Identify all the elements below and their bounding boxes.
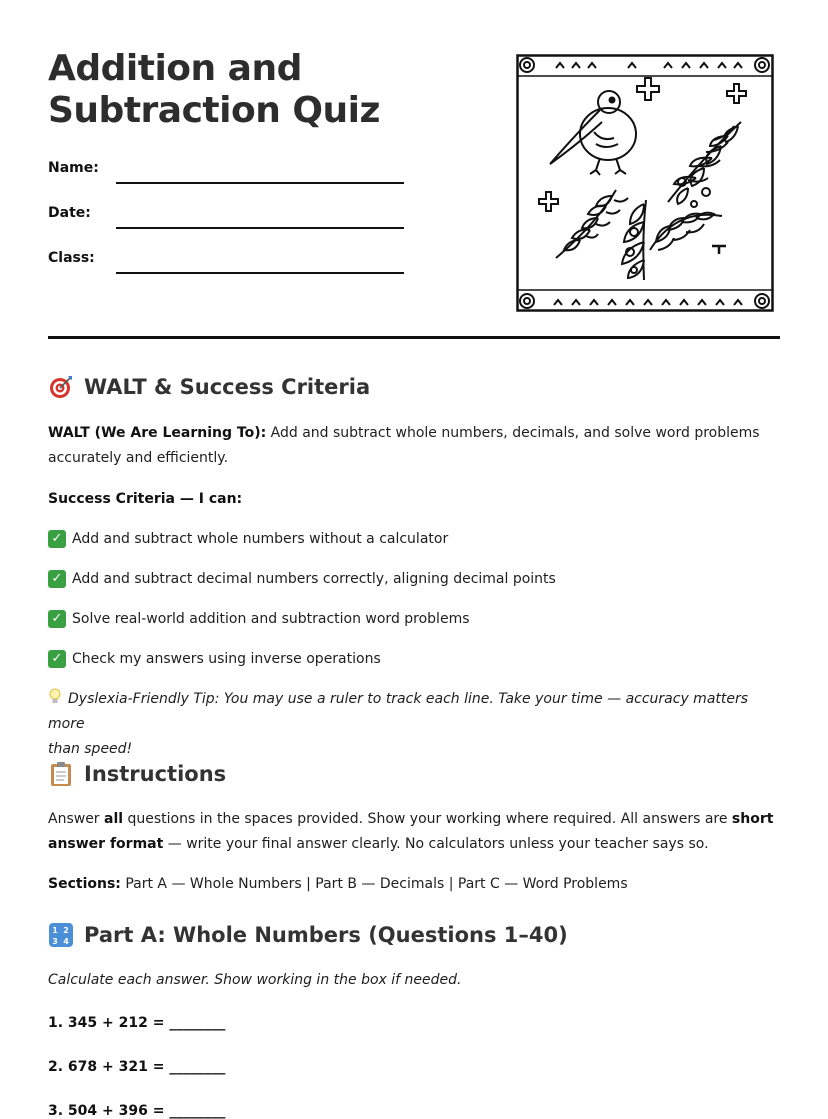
name-field[interactable] bbox=[48, 160, 408, 184]
instructions-text: — write your final answer clearly. No calculators unless your teacher says so. bbox=[163, 836, 709, 852]
walt-text-1: Add and subtract whole numbers, decimals, and solve word problems bbox=[266, 425, 760, 441]
target-dart-icon bbox=[48, 374, 74, 400]
tip-line-1: Dyslexia-Friendly Tip: You may use a ruler to track each line. Take your time — accuracy matters more bbox=[48, 691, 749, 732]
part-a-heading-text: Part A: Whole Numbers (Questions 1–40) bbox=[84, 923, 568, 947]
sections-line bbox=[48, 872, 778, 897]
criteria-heading bbox=[48, 487, 778, 512]
kiwi-bird-fern-emblem-icon bbox=[516, 54, 774, 312]
svg-text:3: 3 bbox=[52, 937, 58, 946]
class-field[interactable] bbox=[48, 250, 408, 274]
instructions-emphasis: short bbox=[731, 811, 774, 827]
sections-text: Part A — Whole Numbers | Part B — Decimals | Part C — Word Problems bbox=[120, 876, 628, 892]
date-label: Date: bbox=[48, 205, 91, 221]
instructions-emphasis: all bbox=[104, 811, 124, 827]
tip-line-2: than speed! bbox=[48, 741, 133, 757]
title-line-2: Subtraction Quiz bbox=[48, 90, 380, 131]
instructions-paragraph bbox=[48, 807, 778, 857]
dyslexia-tip bbox=[48, 687, 778, 762]
class-label: Class: bbox=[48, 250, 95, 266]
name-label: Name: bbox=[48, 160, 99, 176]
light-bulb-icon bbox=[48, 688, 62, 706]
check-mark-button-icon: ✓ bbox=[48, 570, 66, 588]
check-mark-button-icon: ✓ bbox=[48, 610, 66, 628]
walt-label: WALT (We Are Learning To): bbox=[48, 425, 267, 441]
input-numbers-icon bbox=[48, 922, 74, 948]
svg-text:2: 2 bbox=[63, 926, 69, 935]
svg-text:1: 1 bbox=[52, 926, 58, 935]
clipboard-icon bbox=[48, 761, 74, 787]
question-1[interactable]: 1. 345 + 212 = ________ bbox=[48, 1015, 226, 1031]
sections-label: Sections: bbox=[48, 876, 121, 892]
criteria-item bbox=[48, 608, 778, 630]
criteria-item-text: Check my answers using inverse operations bbox=[72, 651, 381, 667]
instructions-heading bbox=[48, 761, 226, 787]
criteria-heading-text: Success Criteria — I can: bbox=[48, 491, 243, 507]
title-line-1: Addition and bbox=[48, 48, 302, 89]
criteria-item-text: Add and subtract whole numbers without a calculator bbox=[72, 531, 449, 547]
name-line[interactable] bbox=[116, 182, 404, 184]
criteria-item-text: Add and subtract decimal numbers correctly, aligning decimal points bbox=[72, 571, 556, 587]
question-2[interactable]: 2. 678 + 321 = ________ bbox=[48, 1059, 226, 1075]
part-a-intro: Calculate each answer. Show working in the box if needed. bbox=[48, 972, 462, 988]
criteria-item bbox=[48, 568, 778, 590]
criteria-item bbox=[48, 528, 778, 550]
check-mark-button-icon: ✓ bbox=[48, 530, 66, 548]
svg-text:4: 4 bbox=[63, 937, 69, 946]
instructions-emphasis: answer format bbox=[48, 836, 164, 852]
part-a-heading bbox=[48, 922, 568, 948]
class-line[interactable] bbox=[116, 272, 404, 274]
date-line[interactable] bbox=[116, 227, 404, 229]
question-3[interactable]: 3. 504 + 396 = ________ bbox=[48, 1103, 226, 1119]
header-divider bbox=[48, 336, 780, 339]
instructions-text: Answer bbox=[48, 811, 105, 827]
date-field[interactable] bbox=[48, 205, 408, 229]
criteria-item-text: Solve real-world addition and subtraction word problems bbox=[72, 611, 470, 627]
walt-heading bbox=[48, 374, 370, 400]
instructions-heading-text: Instructions bbox=[84, 762, 227, 786]
walt-heading-text: WALT & Success Criteria bbox=[84, 375, 371, 399]
check-mark-button-icon: ✓ bbox=[48, 650, 66, 668]
page-title bbox=[48, 48, 380, 132]
walt-paragraph bbox=[48, 421, 778, 471]
walt-text-2: accurately and efficiently. bbox=[48, 450, 229, 466]
instructions-text: questions in the spaces provided. Show your working where required. All answers are bbox=[123, 811, 732, 827]
criteria-item bbox=[48, 648, 778, 670]
